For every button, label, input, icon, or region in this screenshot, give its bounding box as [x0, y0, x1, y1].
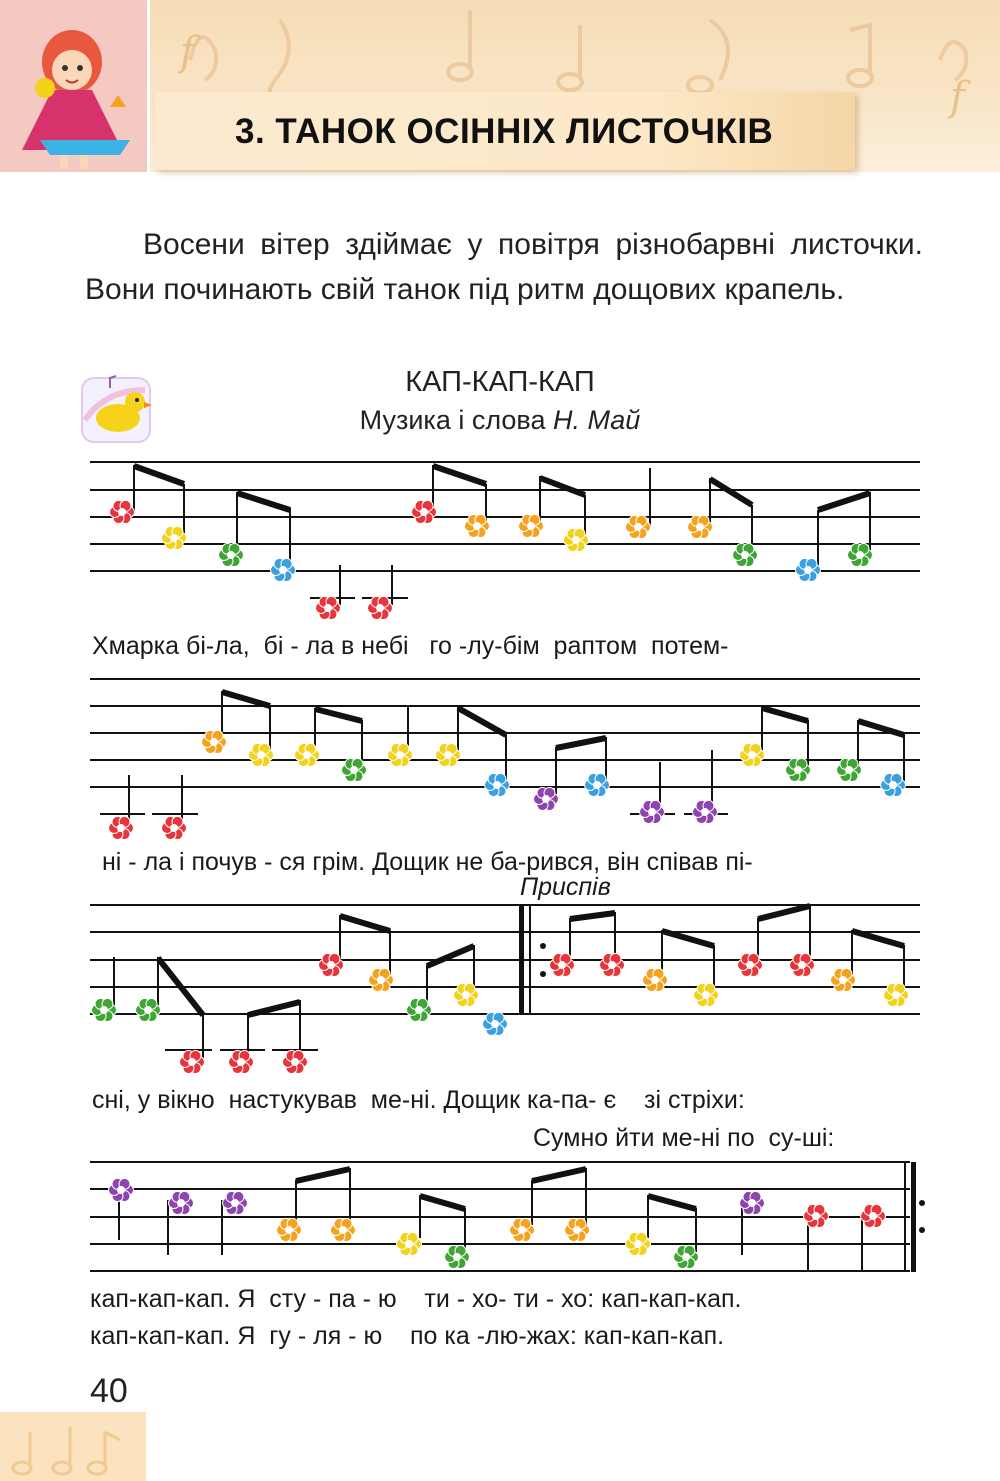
flower-note-head: [585, 773, 610, 796]
flower-note-head: [626, 1232, 651, 1255]
flower-note-head: [884, 983, 909, 1006]
flower-note-head: [110, 500, 135, 523]
flower-note-head: [445, 1245, 470, 1268]
svg-text:f: f: [950, 74, 965, 120]
flower-note-head: [397, 1232, 422, 1255]
flower-note-head: [786, 758, 811, 781]
flower-note-head: [109, 816, 134, 839]
flower-note-head: [277, 1218, 302, 1241]
flower-note-head: [688, 515, 713, 538]
flower-note-head: [831, 968, 856, 991]
flower-note-head: [169, 1191, 194, 1214]
flower-note-head: [796, 558, 821, 581]
flower-note-head: [465, 514, 490, 537]
flower-note-head: [271, 558, 296, 581]
flower-note-head: [223, 1191, 248, 1214]
flower-note-head: [565, 1218, 590, 1241]
ledger-lines: [100, 598, 728, 1050]
flower-note-head: [331, 1218, 356, 1241]
flower-note-head: [790, 953, 815, 976]
flower-note-head: [180, 1050, 205, 1073]
flower-note-head: [295, 743, 320, 766]
flower-note-head: [881, 773, 906, 796]
lyrics-line-2: ні - ла і почув - ся грім. Дощик не ба-рився, він співав пі-: [102, 848, 753, 876]
flower-note-head: [454, 983, 479, 1006]
lyrics-line-3: сні, у вікно настукував ме-ні. Дощик ка-па- є зі стріхи:: [92, 1086, 745, 1114]
flower-note-head: [519, 514, 544, 537]
lyrics-line-1: Хмарка бі-ла, бі - ла в небі го -лу-бім раптом потем-: [92, 632, 729, 660]
flower-note-head: [219, 543, 244, 566]
flower-note-head: [109, 1178, 134, 1201]
lyrics-line-4: Сумно йти ме-ні по су-ші:: [533, 1124, 835, 1152]
refrain-label: Приспів: [520, 873, 611, 901]
flower-note-head: [388, 743, 413, 766]
flower-note-head: [674, 1245, 699, 1268]
flower-note-head: [837, 758, 862, 781]
flower-note-head: [693, 800, 718, 823]
lyrics-line-6: кап-кап-кап. Я гу - ля - ю по ка -лю-жах: кап-кап-кап.: [90, 1322, 725, 1350]
flower-note-head: [550, 953, 575, 976]
flower-note-head: [92, 998, 117, 1021]
footer-decoration: [0, 1412, 146, 1481]
page-number: 40: [90, 1372, 128, 1410]
flower-note-head: [162, 526, 187, 549]
flower-note-head: [510, 1218, 535, 1241]
credit-prefix: Музика і слова: [359, 405, 553, 435]
flower-note-head: [733, 543, 758, 566]
flower-note-head: [848, 543, 873, 566]
flower-note-head: [407, 998, 432, 1021]
flower-note-head: [229, 1050, 254, 1073]
flower-note-head: [412, 500, 437, 523]
flower-note-head: [316, 596, 341, 619]
flower-note-head: [804, 1204, 829, 1227]
flower-note-head: [643, 968, 668, 991]
flower-note-head: [342, 758, 367, 781]
flower-note-head: [740, 1191, 765, 1214]
flower-note-head: [640, 800, 665, 823]
flower-note-head: [564, 528, 589, 551]
flower-note-head: [319, 953, 344, 976]
flower-note-head: [626, 515, 651, 538]
flower-note-head: [483, 1012, 508, 1035]
intro-text: Восени вітер здіймає у повітря різнобарвні листочки. Вони починають свій танок під ритм дощових крапель.: [85, 228, 923, 306]
flower-notes: [92, 500, 909, 1268]
flower-note-head: [136, 998, 161, 1021]
flower-note-head: [694, 983, 719, 1006]
flower-note-head: [534, 787, 559, 810]
flower-note-head: [485, 773, 510, 796]
page-title: 3. ТАНОК ОСІННІХ ЛИСТОЧКІВ: [235, 112, 774, 151]
flower-note-head: [369, 968, 394, 991]
flower-note-head: [249, 743, 274, 766]
flower-note-head: [202, 730, 227, 753]
flower-note-head: [740, 743, 765, 766]
footer-notes-icon: [0, 1412, 146, 1481]
flower-note-head: [861, 1204, 886, 1227]
flower-note-head: [283, 1050, 308, 1073]
flower-note-head: [600, 953, 625, 976]
flower-note-head: [436, 743, 461, 766]
flower-note-head: [738, 953, 763, 976]
credit-author: Н. Май: [552, 405, 641, 435]
flower-note-head: [162, 816, 187, 839]
flower-note-head: [368, 596, 393, 619]
svg-text:f: f: [180, 29, 195, 75]
song-title: КАП-КАП-КАП: [405, 366, 595, 398]
lyrics-line-5: кап-кап-кап. Я сту - па - ю ти - хо- ти - хо: кап-кап-кап.: [90, 1285, 742, 1313]
